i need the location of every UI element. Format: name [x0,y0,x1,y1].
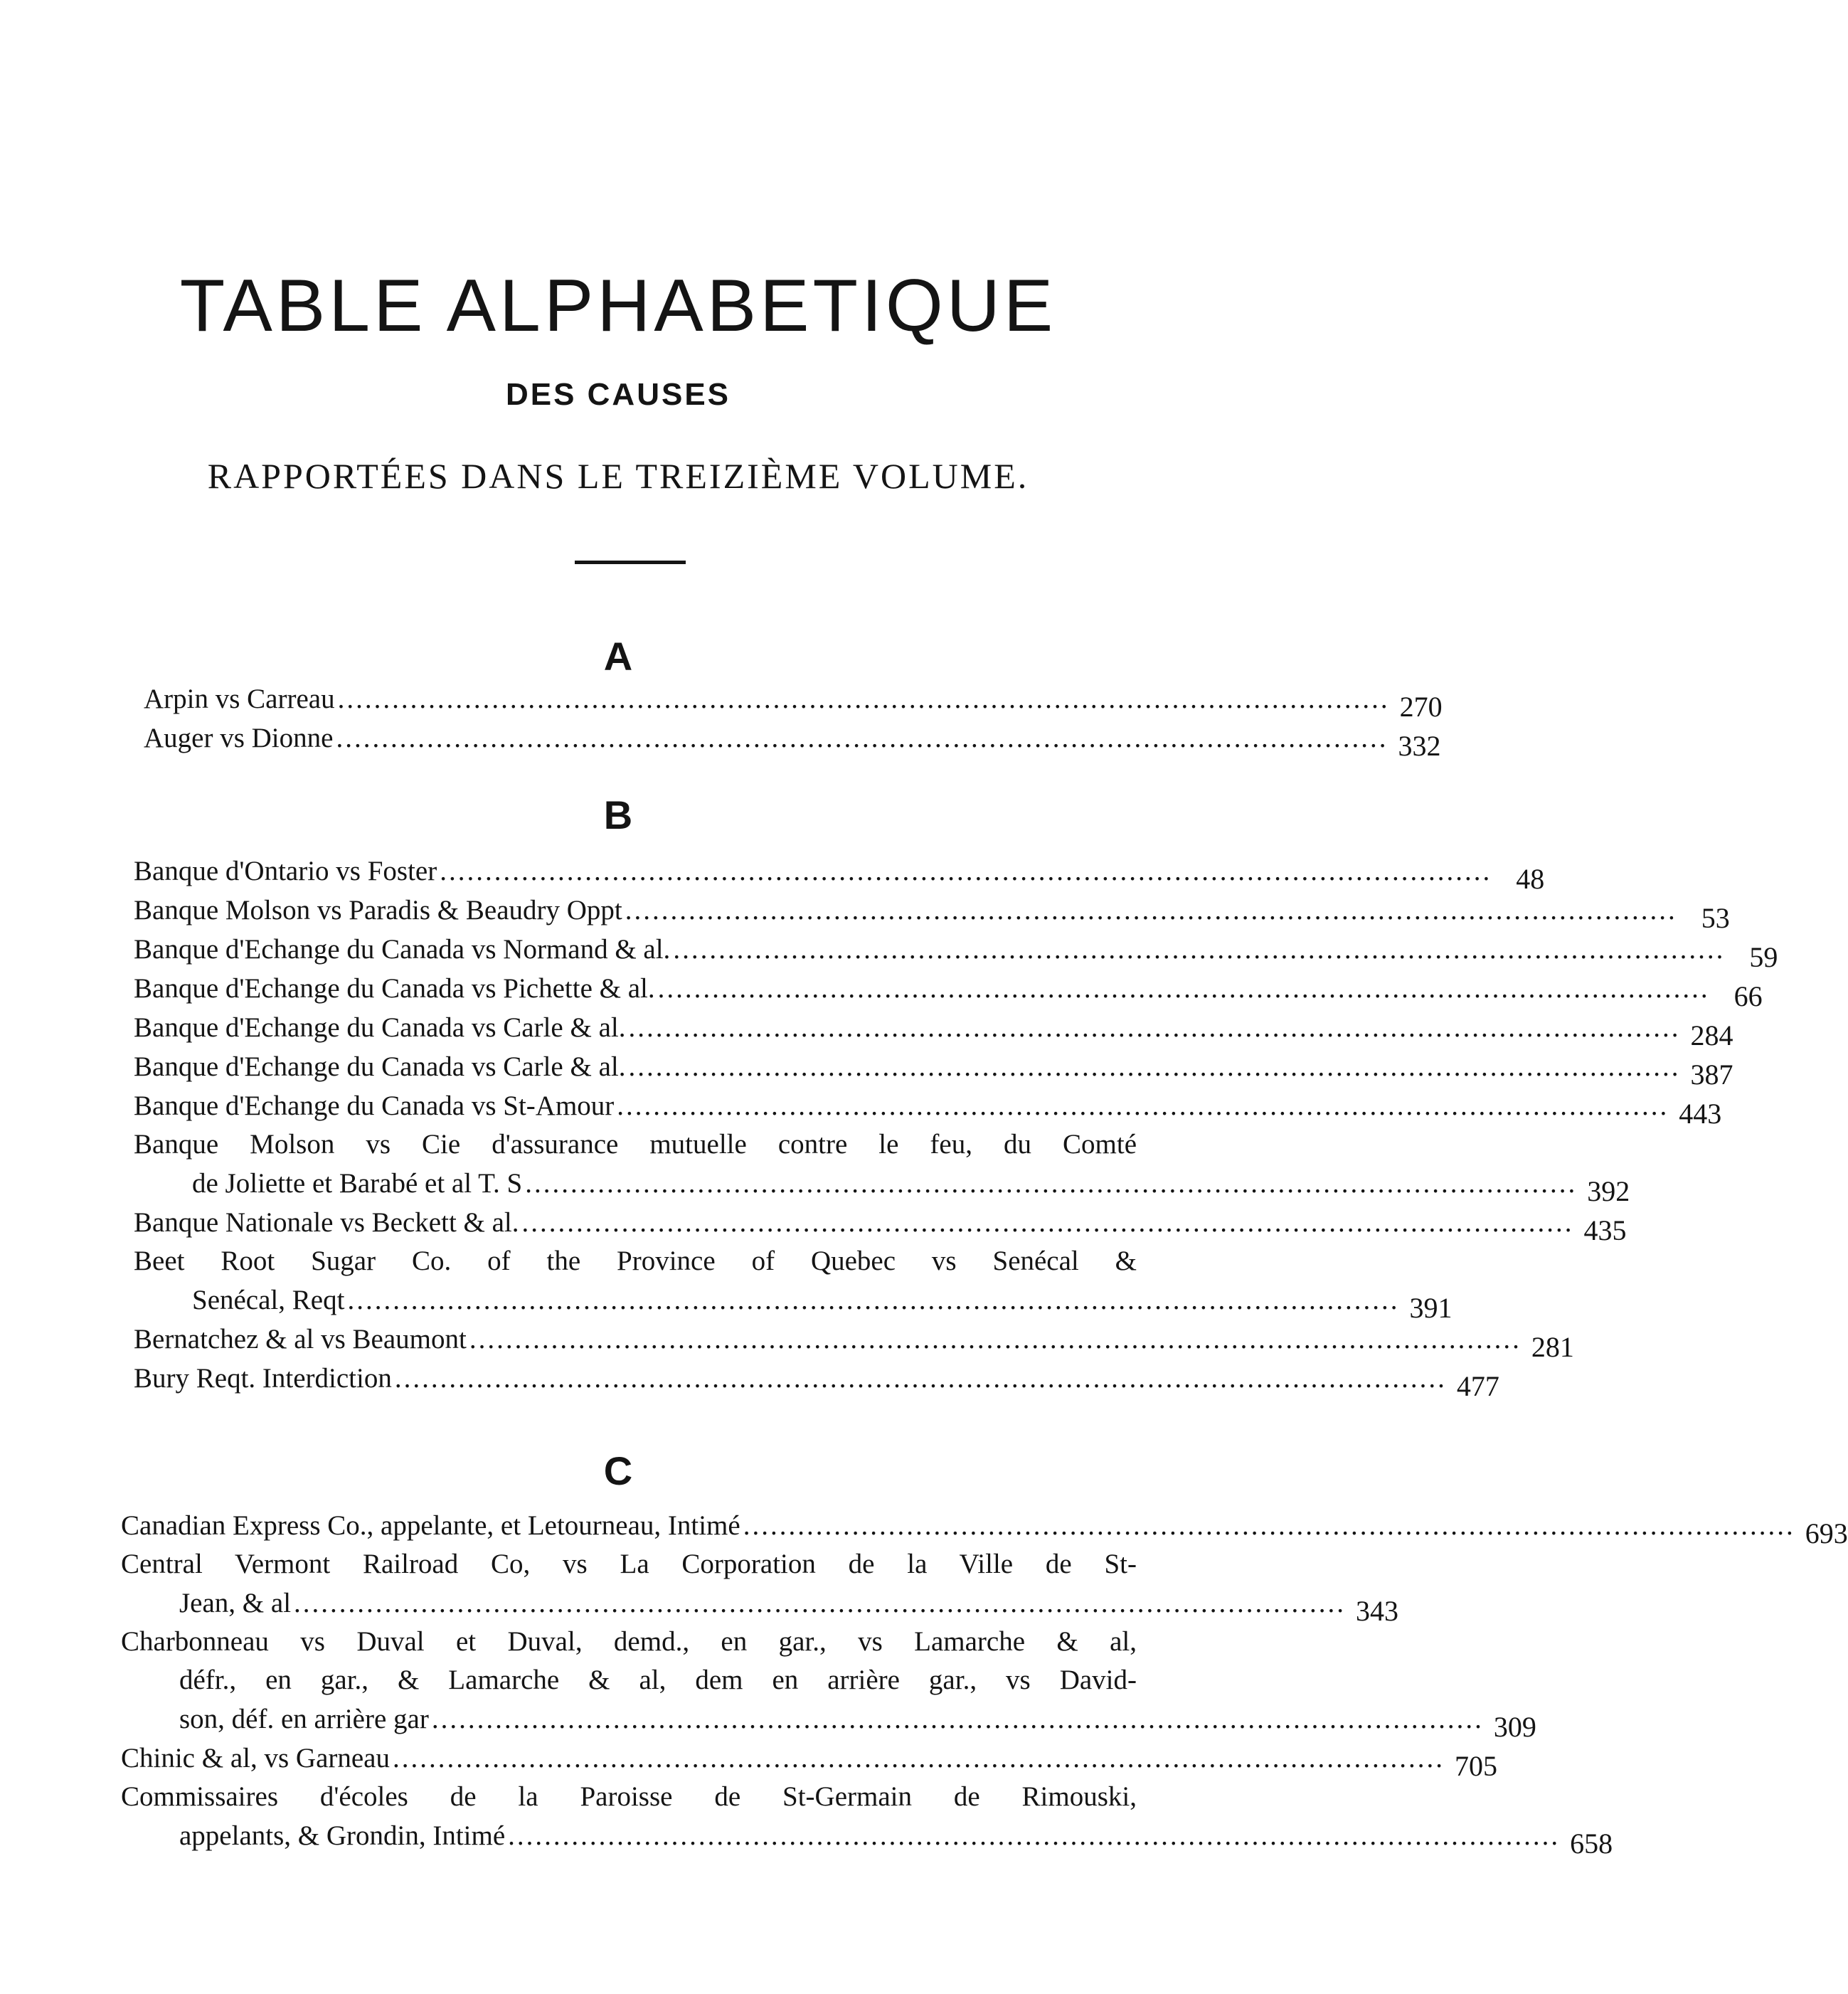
entry-page-number: 270 [1399,691,1443,723]
entry-title: Beet Root Sugar Co. of the Province of Quebec vs Senécal & [134,1246,1137,1276]
subtitle-des-causes: DES CAUSES [505,377,731,412]
entry-title: Charbonneau vs Duval et Duval, demd., en gar., vs Lamarche & al, [121,1626,1137,1657]
entry-title: Banque d'Echange du Canada vs Pichette & al. [134,973,655,1004]
index-entry: Auger vs Dionne .................................................................................................................... 332 [144,718,1137,758]
entry-page-number: 693 [1805,1517,1848,1549]
index-entry: Central Vermont Railroad Co, vs La Corporation de la Ville de St- Jean, & al .................................................................................................................... 343 [121,1545,1137,1623]
subtitle-volume: RAPPORTÉES DANS LE TREIZIÈME VOLUME. [207,456,1029,496]
entry-page-number: 48 [1516,863,1545,895]
entry-title: Central Vermont Railroad Co, vs La Corporation de la Ville de St- [121,1549,1137,1579]
entry-title: Banque Nationale vs Beckett & al. [134,1207,519,1238]
entry-title-continued: Senécal, Reqt [192,1285,345,1315]
entry-title: Banque Molson vs Cie d'assurance mutuelle contre le feu, du Comté [134,1129,1137,1160]
title-divider [575,561,686,564]
section-a-entries [144,679,1443,762]
entry-title: Banque d'Echange du Canada vs St-Amour [134,1091,615,1121]
entry-title: Arpin vs Carreau [144,684,335,714]
index-entry: Chinic & al, vs Garneau .................................................................................................................... 705 [121,1739,1137,1778]
index-entry: Banque Nationale vs Beckett & al. .................................................................................................................... 435 [134,1203,1137,1242]
section-letter-a: A [603,634,633,679]
entry-page-number: 332 [1398,730,1441,762]
entry-title: Canadian Express Co., appelante, et Letourneau, Intimé [121,1510,740,1541]
index-entry: Canadian Express Co., appelante, et Letourneau, Intimé .................................................................................................................... 693 [121,1506,1137,1545]
entry-title: Bury Reqt. Interdiction [134,1363,392,1394]
section-c-entries [121,1506,1848,1860]
index-entry: Banque Molson vs Paradis & Beaudry Oppt .................................................................................................................... 53 [134,891,1137,930]
entry-page-number: 66 [1733,980,1763,1012]
index-entry: Bury Reqt. Interdiction .................................................................................................................... 477 [134,1359,1137,1398]
index-entry: Bernatchez & al vs Beaumont .................................................................................................................... 281 [134,1320,1137,1359]
entry-page-number: 387 [1690,1059,1733,1091]
index-entry: Banque Molson vs Cie d'assurance mutuelle contre le feu, du Comté de Joliette et Barabé et al T. S .................................................................................................................... 392 [134,1125,1137,1203]
entry-page-number: 392 [1587,1175,1630,1207]
entry-page-number: 281 [1531,1331,1574,1363]
entry-title: Banque d'Echange du Canada vs Normand & al. [134,934,671,965]
index-entry: Arpin vs Carreau .................................................................................................................... 270 [144,679,1137,718]
index-entry: Banque d'Ontario vs Foster .................................................................................................................... 48 [134,852,1137,891]
entry-page-number: 59 [1749,941,1778,973]
entry-title: Commissaires d'écoles de la Paroisse de St-Germain de Rimouski, [121,1781,1137,1812]
entry-title-continued: Jean, & al [179,1588,292,1618]
entry-page-number: 343 [1356,1595,1399,1627]
entry-title-continued: de Joliette et Barabé et al T. S [192,1168,523,1199]
entry-title: Banque d'Echange du Canada vs Carle & al. [134,1051,626,1082]
index-entry: Banque d'Echange du Canada vs Carle & al. .................................................................................................................... 284 [134,1008,1137,1047]
entry-page-number: 53 [1701,902,1730,934]
page-title: TABLE ALPHABETIQUE [179,265,1057,347]
section-b-entries [134,852,1778,1402]
index-entry: Banque d'Echange du Canada vs Pichette & al. .................................................................................................................... 66 [134,969,1137,1008]
section-letter-b: B [603,792,633,837]
entry-title: Banque Molson vs Paradis & Beaudry Oppt [134,895,622,926]
section-letter-c: C [603,1448,633,1493]
entry-page-number: 284 [1690,1019,1733,1051]
entry-title: Bernatchez & al vs Beaumont [134,1324,467,1354]
index-entry: Commissaires d'écoles de la Paroisse de St-Germain de Rimouski, appelants, & Grondin, Intimé .................................................................................................................... 658 [121,1778,1137,1855]
index-entry: Beet Root Sugar Co. of the Province of Quebec vs Senécal & Senécal, Reqt .................................................................................................................... 391 [134,1242,1137,1320]
entry-title-continued: son, déf. en arrière gar [179,1704,429,1734]
index-entry: Banque d'Echange du Canada vs Carle & al. .................................................................................................................... 387 [134,1047,1137,1086]
entry-title: Banque d'Echange du Canada vs Carle & al. [134,1012,626,1043]
index-entry: Banque d'Echange du Canada vs Normand & al. .................................................................................................................... 59 [134,930,1137,969]
entry-title-continued: appelants, & Grondin, Intimé [179,1820,506,1851]
index-entry: Charbonneau vs Duval et Duval, demd., en gar., vs Lamarche & al, défr., en gar., & Lamarche & al, dem en arrière gar., vs David- son, déf. en arrière gar .................................................................................................................... 309 [121,1623,1137,1739]
entry-title-continued: défr., en gar., & Lamarche & al, dem en arrière gar., vs David- [179,1665,1137,1695]
entry-title: Banque d'Ontario vs Foster [134,856,437,886]
entry-page-number: 477 [1456,1370,1499,1402]
entry-page-number: 705 [1454,1750,1497,1782]
entry-page-number: 658 [1570,1828,1613,1860]
entry-page-number: 443 [1679,1098,1722,1130]
index-entry: Banque d'Echange du Canada vs St-Amour .................................................................................................................... 443 [134,1086,1137,1125]
entry-title: Auger vs Dionne [144,723,334,753]
entry-page-number: 435 [1583,1214,1627,1246]
entry-page-number: 309 [1493,1711,1536,1743]
entry-page-number: 391 [1409,1292,1453,1324]
entry-title: Chinic & al, vs Garneau [121,1743,390,1773]
